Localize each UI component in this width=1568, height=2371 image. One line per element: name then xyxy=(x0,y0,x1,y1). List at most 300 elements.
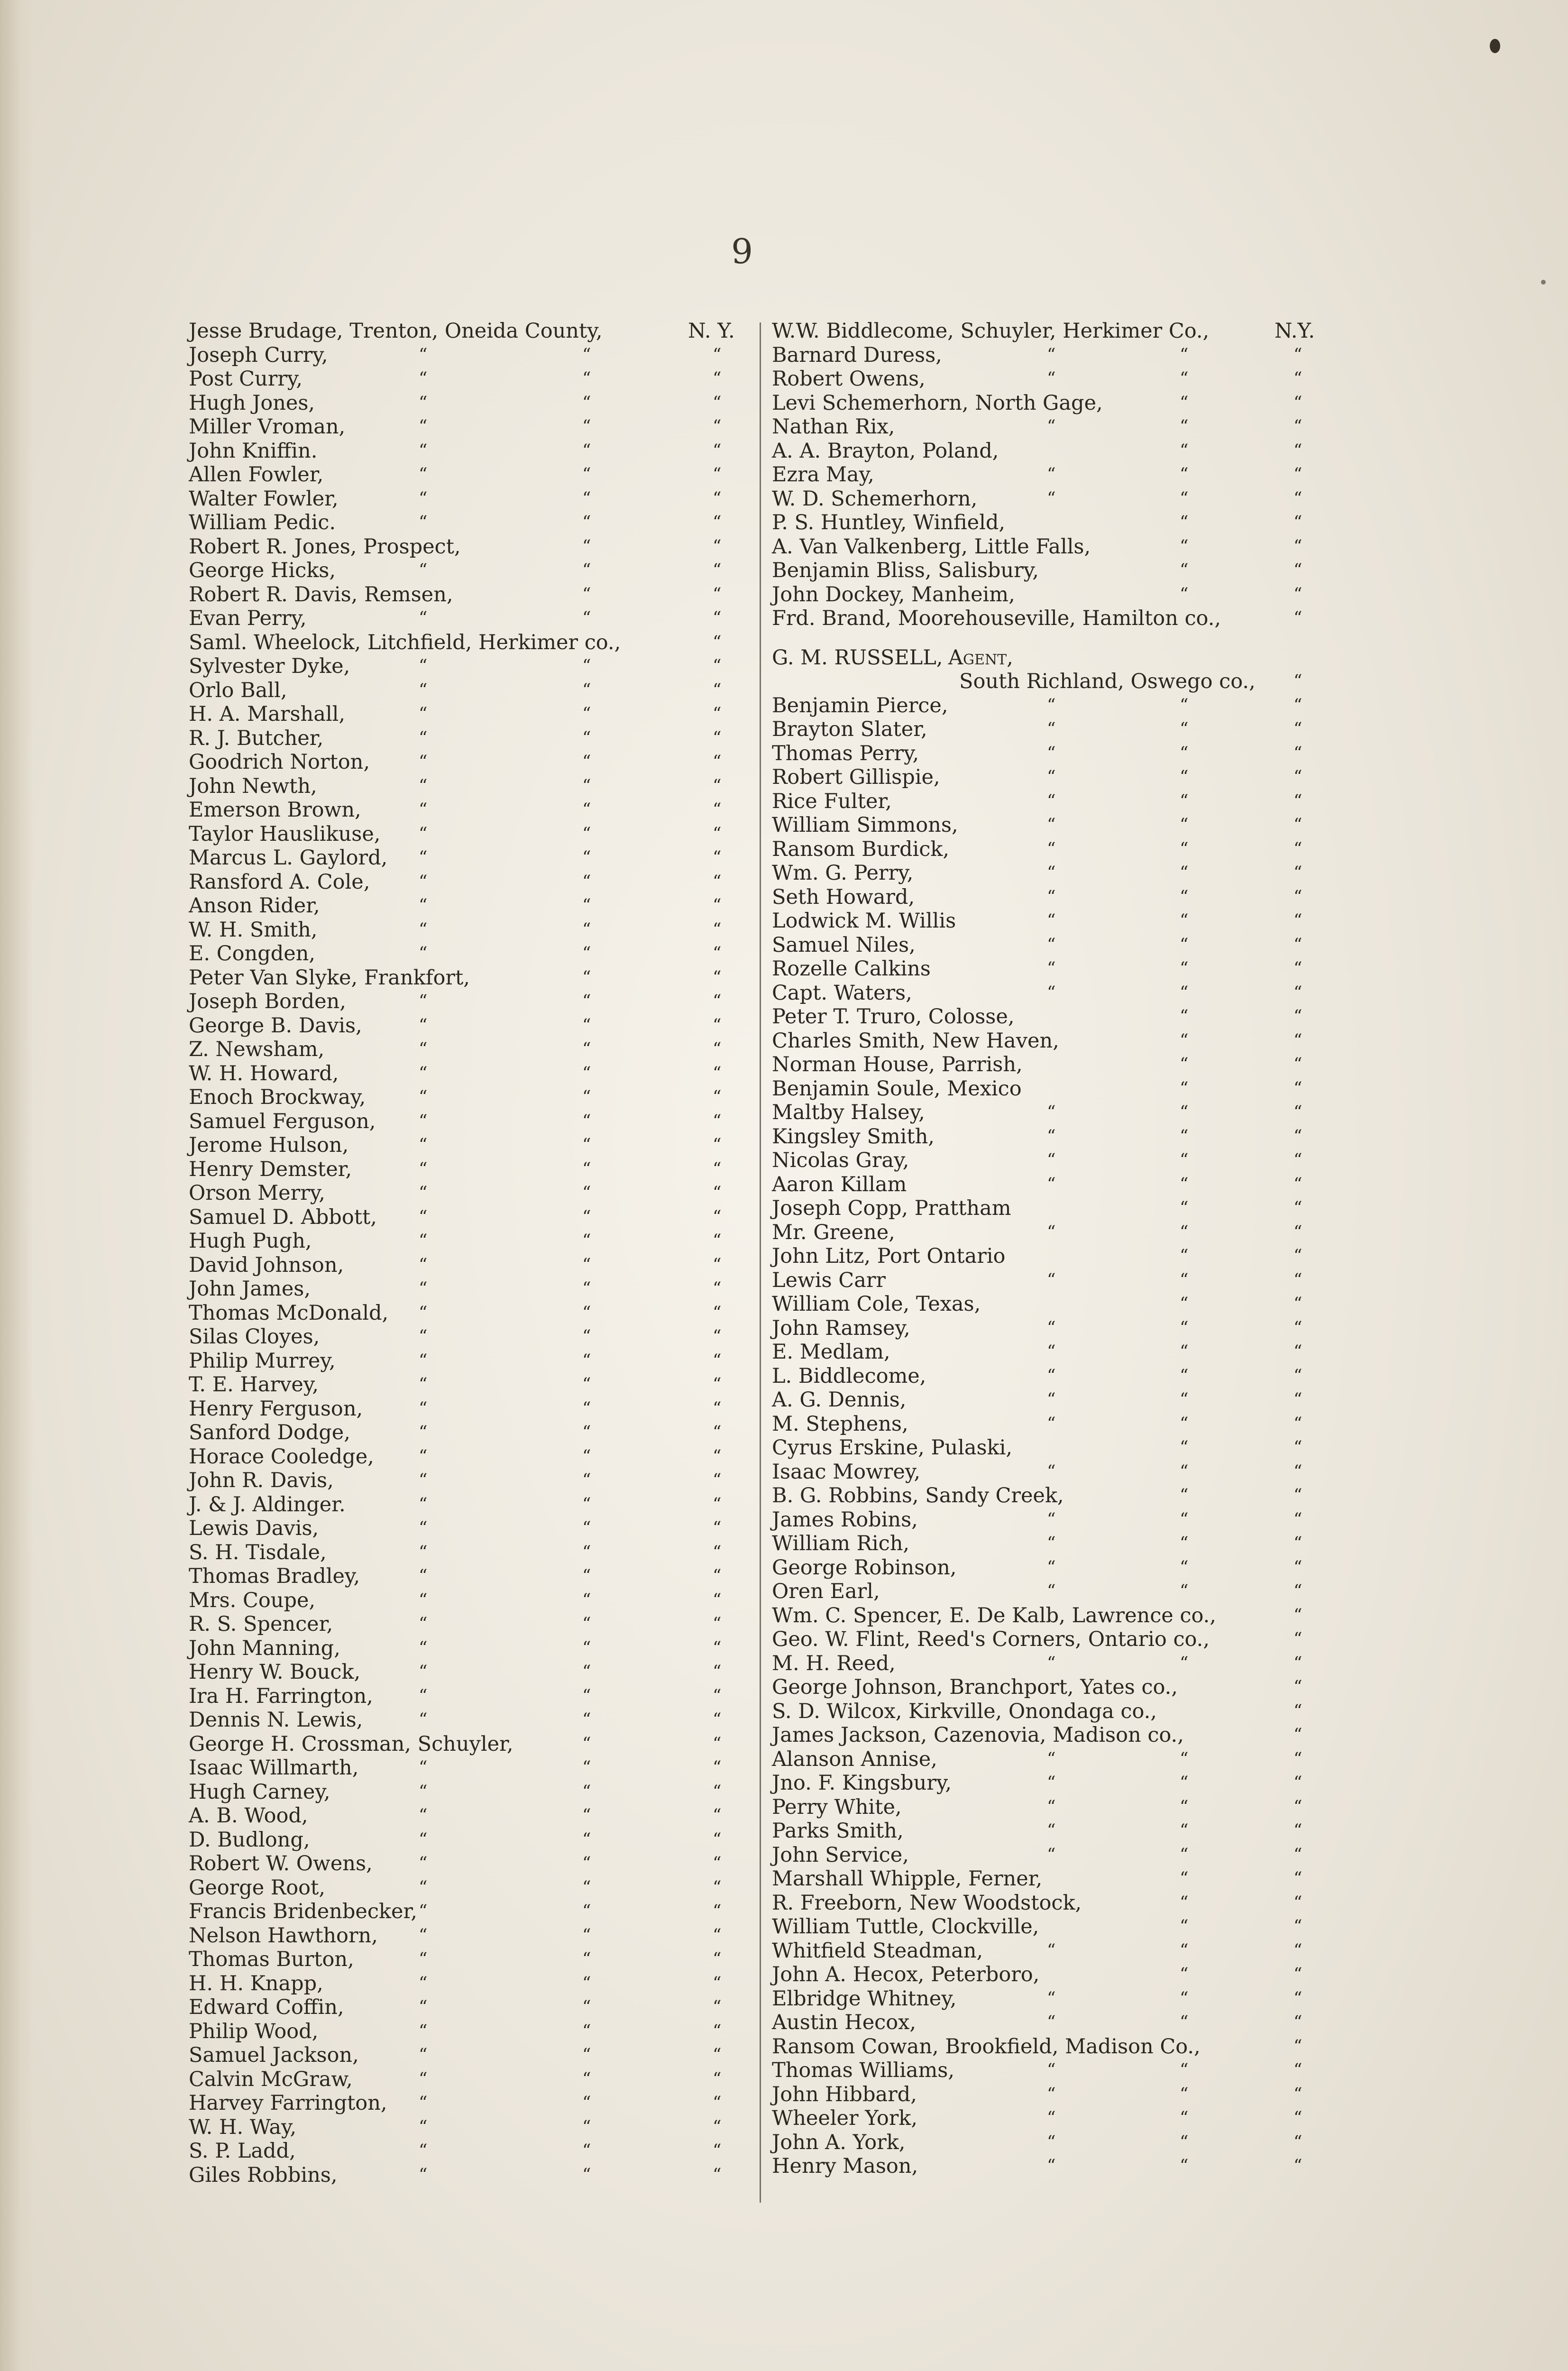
list-item xyxy=(189,1780,754,1804)
ditto-mark: “ xyxy=(1047,2156,1056,2176)
entry-name: R. J. Butcher, xyxy=(189,726,324,750)
ditto-mark: “ xyxy=(419,1327,428,1346)
list-item xyxy=(189,679,754,703)
entry-name: S. P. Ladd, xyxy=(189,2139,296,2163)
ditto-mark: “ xyxy=(1180,584,1189,604)
ditto-mark: “ xyxy=(419,1854,428,1873)
entry-name: Capt. Waters, xyxy=(772,981,912,1005)
ditto-mark: “ xyxy=(582,1662,591,1682)
state-or-ditto: “ xyxy=(713,1782,722,1801)
entry-name: Thomas McDonald, xyxy=(189,1301,389,1325)
ditto-mark: “ xyxy=(582,1327,591,1346)
list-item xyxy=(772,1747,1341,1772)
state-or-ditto: “ xyxy=(1293,983,1302,1002)
list-item xyxy=(189,1277,754,1301)
state-or-ditto: “ xyxy=(713,728,722,748)
ditto-mark: “ xyxy=(582,1806,591,1825)
ditto-mark: “ xyxy=(419,513,428,532)
ditto-mark: “ xyxy=(582,967,591,987)
entry-name: W.W. Biddlecome, Schuyler, Herkimer Co., xyxy=(772,319,1210,343)
state-or-ditto: N.Y. xyxy=(1275,319,1315,343)
ditto-mark: “ xyxy=(419,1614,428,1634)
state-or-ditto: “ xyxy=(713,872,722,891)
entry-name: R. S. Spencer, xyxy=(189,1612,333,1636)
ditto-mark: “ xyxy=(1180,1988,1189,2008)
ditto-mark: “ xyxy=(1047,2132,1056,2152)
list-item xyxy=(772,1412,1341,1436)
state-or-ditto: “ xyxy=(713,632,722,652)
ditto-mark: “ xyxy=(1047,1581,1056,1601)
state-or-ditto: “ xyxy=(713,896,722,915)
entry-name: John Hibbard, xyxy=(772,2082,917,2106)
list-item xyxy=(189,487,754,511)
entry-name: Orlo Ball, xyxy=(189,678,287,702)
list-item xyxy=(772,1987,1341,2011)
entry-name: Benjamin Bliss, Salisbury, xyxy=(772,559,1039,582)
state-or-ditto: “ xyxy=(1293,743,1302,763)
entry-name: Ransom Burdick, xyxy=(772,837,950,861)
ditto-mark: “ xyxy=(419,1303,428,1323)
entry-name: Hugh Jones, xyxy=(189,391,315,415)
ditto-mark: “ xyxy=(419,824,428,844)
state-or-ditto: “ xyxy=(1293,608,1302,628)
state-or-ditto: “ xyxy=(713,1183,722,1203)
list-item xyxy=(772,559,1341,583)
list-item xyxy=(189,798,754,822)
ditto-mark: “ xyxy=(1180,1845,1189,1865)
state-or-ditto: “ xyxy=(1293,1797,1302,1817)
ditto-mark: “ xyxy=(582,2021,591,2041)
ditto-mark: “ xyxy=(582,919,591,939)
ditto-mark: “ xyxy=(1180,536,1189,556)
state-or-ditto: “ xyxy=(713,536,722,556)
entry-name: David Johnson, xyxy=(189,1253,344,1277)
list-item xyxy=(189,2163,754,2187)
entry-name: Samuel Jackson, xyxy=(189,2043,359,2067)
state-or-ditto: “ xyxy=(713,584,722,604)
entry-name: Hugh Carney, xyxy=(189,1780,330,1804)
ditto-mark: “ xyxy=(419,488,428,508)
state-or-ditto: “ xyxy=(1293,1534,1302,1553)
state-or-ditto: “ xyxy=(1293,1366,1302,1386)
ditto-mark: “ xyxy=(582,1686,591,1706)
list-item xyxy=(772,487,1341,511)
ditto-mark: “ xyxy=(582,1973,591,1993)
list-item xyxy=(189,1373,754,1397)
entry-name: S. H. Tisdale, xyxy=(189,1540,327,1564)
ditto-mark: “ xyxy=(582,1782,591,1801)
list-item xyxy=(189,1205,754,1230)
list-item xyxy=(189,1732,754,1756)
ditto-mark: “ xyxy=(582,1638,591,1658)
list-item xyxy=(189,2020,754,2044)
ditto-mark: “ xyxy=(582,1734,591,1754)
ditto-mark: “ xyxy=(419,1997,428,2017)
state-or-ditto: “ xyxy=(1293,1246,1302,1266)
ditto-mark: “ xyxy=(1180,1917,1189,1936)
ditto-mark: “ xyxy=(1180,2060,1189,2080)
state-or-ditto: “ xyxy=(1293,536,1302,556)
state-or-ditto: “ xyxy=(713,1423,722,1442)
list-item xyxy=(772,2035,1341,2059)
state-or-ditto: “ xyxy=(713,1638,722,1658)
ditto-mark: “ xyxy=(1047,1557,1056,1577)
entry-name: Marshall Whipple, Ferner, xyxy=(772,1867,1043,1891)
state-or-ditto: “ xyxy=(1293,1773,1302,1792)
list-item xyxy=(772,1627,1341,1652)
entry-name: Horace Cooledge, xyxy=(189,1444,374,1469)
entry-name: Anson Rider, xyxy=(189,894,320,918)
ditto-mark: “ xyxy=(582,1111,591,1131)
entry-name: Samuel D. Abbott, xyxy=(189,1205,377,1229)
list-item xyxy=(772,1053,1341,1077)
list-item xyxy=(772,1939,1341,1963)
list-item xyxy=(189,1804,754,1828)
entry-name: Goodrich Norton, xyxy=(189,750,370,774)
ditto-mark: “ xyxy=(582,1303,591,1323)
state-or-ditto: “ xyxy=(713,1925,722,1945)
state-or-ditto: “ xyxy=(1293,911,1302,930)
ditto-mark: “ xyxy=(419,1351,428,1370)
ditto-mark: “ xyxy=(582,896,591,915)
ditto-mark: “ xyxy=(1180,815,1189,835)
list-item xyxy=(189,1110,754,1134)
state-or-ditto: “ xyxy=(713,2045,722,2065)
entry-name: Henry W. Bouck, xyxy=(189,1660,361,1684)
ditto-mark: “ xyxy=(1180,1557,1189,1577)
entry-name: Alanson Annise, xyxy=(772,1747,937,1771)
list-item xyxy=(189,2043,754,2068)
state-or-ditto: “ xyxy=(713,1997,722,2017)
ink-blot xyxy=(1490,39,1500,53)
ditto-mark: “ xyxy=(1047,465,1056,484)
ditto-mark: “ xyxy=(1047,1509,1056,1529)
list-item xyxy=(772,1700,1341,1724)
state-or-ditto: “ xyxy=(713,1159,722,1179)
state-or-ditto: “ xyxy=(1293,2156,1302,2176)
entry-name: Brayton Slater, xyxy=(772,717,927,741)
ditto-mark: “ xyxy=(1180,1486,1189,1505)
ditto-mark: “ xyxy=(1180,2084,1189,2104)
ditto-mark: “ xyxy=(582,1446,591,1466)
ditto-mark: “ xyxy=(1047,1318,1056,1338)
ditto-mark: “ xyxy=(1180,695,1189,715)
ditto-mark: “ xyxy=(582,1375,591,1394)
entry-name: Thomas Williams, xyxy=(772,2059,955,2082)
entry-name: George H. Crossman, Schuyler, xyxy=(189,1732,513,1756)
entry-name: Robert Owens, xyxy=(772,367,926,391)
entry-name: E. Congden, xyxy=(189,942,316,965)
list-item xyxy=(189,1325,754,1349)
entry-name: James Jackson, Cazenovia, Madison co., xyxy=(772,1723,1184,1747)
list-item xyxy=(772,1819,1341,1843)
entry-name: John A. York, xyxy=(772,2130,906,2154)
ditto-mark: “ xyxy=(1180,1246,1189,1266)
agent-heading xyxy=(772,646,1341,670)
ditto-mark: “ xyxy=(1047,1414,1056,1434)
list-item xyxy=(772,813,1341,837)
ditto-mark: “ xyxy=(1180,1078,1189,1098)
state-or-ditto: “ xyxy=(1293,2013,1302,2032)
state-or-ditto: “ xyxy=(1293,1821,1302,1840)
ditto-mark: “ xyxy=(419,1039,428,1059)
state-or-ditto: “ xyxy=(713,561,722,580)
list-item xyxy=(772,1101,1341,1125)
state-or-ditto: “ xyxy=(1293,1845,1302,1865)
state-or-ditto: “ xyxy=(1293,1078,1302,1098)
ditto-mark: “ xyxy=(1180,488,1189,508)
state-or-ditto: “ xyxy=(1293,791,1302,811)
list-item xyxy=(189,774,754,799)
list-item xyxy=(189,2068,754,2092)
list-item xyxy=(189,1564,754,1589)
list-item xyxy=(772,694,1341,718)
list-item xyxy=(189,1876,754,1900)
list-item xyxy=(189,1995,754,2020)
list-item xyxy=(189,1253,754,1277)
ditto-mark: “ xyxy=(1180,1438,1189,1457)
entry-name: Orson Merry, xyxy=(189,1181,325,1205)
ditto-mark: “ xyxy=(582,1039,591,1059)
list-item xyxy=(772,1340,1341,1364)
entry-name: Henry Ferguson, xyxy=(189,1397,363,1421)
ditto-mark: “ xyxy=(1047,1821,1056,1840)
ditto-mark: “ xyxy=(582,1183,591,1203)
entry-name: Parks Smith, xyxy=(772,1819,904,1843)
ditto-mark: “ xyxy=(1180,2108,1189,2128)
list-item xyxy=(772,2131,1341,2155)
entry-name: Thomas Burton, xyxy=(189,1948,354,1971)
entry-name: Frd. Brand, Moorehouseville, Hamilton co., xyxy=(772,607,1221,630)
entry-name: Oren Earl, xyxy=(772,1580,880,1603)
ditto-mark: “ xyxy=(1047,911,1056,930)
ditto-mark: “ xyxy=(582,1231,591,1250)
entry-name: John James, xyxy=(189,1277,311,1301)
entry-name: Nelson Hawthorn, xyxy=(189,1923,378,1948)
ditto-mark: “ xyxy=(1047,1940,1056,1960)
entry-name: J. & J. Aldinger. xyxy=(189,1492,346,1516)
list-item xyxy=(189,1133,754,1158)
list-item xyxy=(772,1436,1341,1460)
list-item xyxy=(772,742,1341,766)
list-item xyxy=(189,750,754,774)
state-or-ditto: “ xyxy=(713,2165,722,2185)
ditto-mark: “ xyxy=(419,465,428,484)
ditto-mark: “ xyxy=(1180,465,1189,484)
ditto-mark: “ xyxy=(1180,935,1189,955)
list-item xyxy=(189,1972,754,1996)
state-or-ditto: “ xyxy=(1293,1390,1302,1409)
ditto-mark: “ xyxy=(419,1159,428,1179)
state-or-ditto: “ xyxy=(713,1375,722,1394)
entry-name: Edward Coffin, xyxy=(189,1995,344,2019)
list-item xyxy=(189,319,754,343)
state-or-ditto: “ xyxy=(713,1446,722,1466)
ditto-mark: “ xyxy=(419,1231,428,1250)
ditto-mark: “ xyxy=(1180,417,1189,436)
list-item xyxy=(772,1029,1341,1053)
list-item xyxy=(772,2106,1341,2131)
state-or-ditto: “ xyxy=(713,967,722,987)
state-or-ditto: “ xyxy=(1293,719,1302,739)
list-item xyxy=(772,535,1341,559)
entry-name: Lewis Davis, xyxy=(189,1516,319,1540)
ditto-mark: “ xyxy=(1047,983,1056,1002)
entry-name: Ransford A. Cole, xyxy=(189,870,370,894)
ditto-mark: “ xyxy=(1180,1940,1189,1960)
list-item xyxy=(772,2083,1341,2107)
state-or-ditto: “ xyxy=(713,1470,722,1490)
list-item xyxy=(189,1612,754,1636)
list-item xyxy=(189,367,754,391)
entry-name: Francis Bridenbecker, xyxy=(189,1900,417,1923)
list-item xyxy=(772,367,1341,391)
ditto-mark: “ xyxy=(582,1015,591,1035)
ditto-mark: “ xyxy=(1180,369,1189,388)
state-or-ditto: “ xyxy=(713,1518,722,1538)
list-item xyxy=(189,511,754,535)
ditto-mark: “ xyxy=(582,704,591,724)
list-item xyxy=(772,583,1341,607)
state-or-ditto: “ xyxy=(1293,887,1302,907)
state-or-ditto: “ xyxy=(713,2141,722,2160)
state-or-ditto: “ xyxy=(713,1303,722,1323)
entry-name: B. G. Robbins, Sandy Creek, xyxy=(772,1484,1064,1507)
entry-name: Joseph Curry, xyxy=(189,343,328,367)
ditto-mark: “ xyxy=(582,2141,591,2160)
state-or-ditto: “ xyxy=(713,1566,722,1586)
state-or-ditto: “ xyxy=(1293,959,1302,978)
list-item xyxy=(772,1268,1341,1293)
list-item xyxy=(189,846,754,870)
state-or-ditto: “ xyxy=(713,776,722,796)
list-item xyxy=(189,1085,754,1110)
ditto-mark: “ xyxy=(419,1183,428,1203)
entry-name: Marcus L. Gaylord, xyxy=(189,846,388,870)
entry-name: Sanford Dodge, xyxy=(189,1421,350,1444)
ditto-mark: “ xyxy=(582,1398,591,1418)
ditto-mark: “ xyxy=(582,824,591,844)
ditto-mark: “ xyxy=(419,417,428,436)
ditto-mark: “ xyxy=(419,704,428,724)
ditto-mark: “ xyxy=(1047,1749,1056,1769)
ditto-mark: “ xyxy=(582,1518,591,1538)
state-or-ditto: “ xyxy=(1293,1893,1302,1912)
state-or-ditto: “ xyxy=(1293,1486,1302,1505)
entry-name: Peter T. Truro, Colosse, xyxy=(772,1005,1015,1029)
state-or-ditto: “ xyxy=(713,1135,722,1155)
state-or-ditto: “ xyxy=(1293,695,1302,715)
entry-name: Robert Gillispie, xyxy=(772,765,940,789)
ditto-mark: “ xyxy=(1180,1198,1189,1218)
state-or-ditto: “ xyxy=(713,465,722,484)
state-or-ditto: “ xyxy=(1293,1988,1302,2008)
ditto-mark: “ xyxy=(582,1758,591,1777)
state-or-ditto: “ xyxy=(713,1063,722,1083)
list-item xyxy=(189,1852,754,1876)
ditto-mark: “ xyxy=(419,1494,428,1514)
entry-name: Henry Mason, xyxy=(772,2154,918,2178)
list-item xyxy=(772,933,1341,957)
ditto-mark: “ xyxy=(582,728,591,748)
ditto-mark: “ xyxy=(1180,1126,1189,1146)
state-or-ditto: “ xyxy=(713,800,722,819)
entry-name: Peter Van Slyke, Frankfort, xyxy=(189,965,470,990)
list-item xyxy=(772,1532,1341,1556)
list-item xyxy=(189,1684,754,1709)
entry-name: Silas Cloyes, xyxy=(189,1325,320,1349)
list-item xyxy=(189,1900,754,1924)
ditto-mark: “ xyxy=(582,369,591,388)
state-or-ditto: “ xyxy=(713,1111,722,1131)
list-item xyxy=(772,1005,1341,1029)
state-or-ditto: “ xyxy=(713,513,722,532)
ditto-mark: “ xyxy=(582,800,591,819)
list-item xyxy=(772,1795,1341,1820)
list-item xyxy=(189,1349,754,1373)
ditto-mark: “ xyxy=(582,872,591,891)
ditto-mark: “ xyxy=(419,1638,428,1658)
ditto-mark: “ xyxy=(1180,911,1189,930)
entry-name: Evan Perry, xyxy=(189,607,307,630)
entry-name: A. A. Brayton, Poland, xyxy=(772,439,999,463)
ditto-mark: “ xyxy=(1180,1414,1189,1434)
state-or-ditto: “ xyxy=(713,1877,722,1897)
entry-name: Barnard Duress, xyxy=(772,343,942,367)
ditto-mark: “ xyxy=(419,776,428,796)
list-item xyxy=(189,2115,754,2140)
entry-name: Geo. W. Flint, Reed's Corners, Ontario co., xyxy=(772,1627,1210,1651)
ditto-mark: “ xyxy=(419,1015,428,1035)
entry-name: Dennis N. Lewis, xyxy=(189,1708,363,1732)
state-or-ditto: “ xyxy=(1293,488,1302,508)
state-or-ditto: “ xyxy=(713,1590,722,1610)
ditto-mark: “ xyxy=(1047,2084,1056,2104)
ditto-mark: “ xyxy=(419,608,428,628)
ditto-mark: “ xyxy=(1047,863,1056,882)
list-item xyxy=(772,1580,1341,1604)
list-item xyxy=(772,957,1341,981)
list-item xyxy=(772,1867,1341,1891)
section-spacer xyxy=(772,631,1341,646)
ditto-mark: “ xyxy=(1047,1150,1056,1170)
entry-name: Mr. Greene, xyxy=(772,1220,895,1244)
entry-name: Cyrus Erskine, Pulaski, xyxy=(772,1436,1013,1460)
ditto-mark: “ xyxy=(582,656,591,676)
state-or-ditto: “ xyxy=(1293,1318,1302,1338)
ditto-mark: “ xyxy=(582,1829,591,1849)
list-item xyxy=(772,2059,1341,2083)
list-item xyxy=(189,463,754,487)
ditto-mark: “ xyxy=(1180,887,1189,907)
state-or-ditto: “ xyxy=(1293,513,1302,532)
list-item xyxy=(772,717,1341,742)
state-or-ditto: “ xyxy=(1293,1461,1302,1481)
list-item xyxy=(772,1604,1341,1628)
ditto-mark: “ xyxy=(582,1590,591,1610)
list-item xyxy=(772,1723,1341,1747)
ditto-mark: “ xyxy=(1047,1174,1056,1194)
ditto-mark: “ xyxy=(1180,863,1189,882)
list-item xyxy=(772,319,1341,343)
list-item xyxy=(189,1493,754,1517)
ditto-mark: “ xyxy=(582,1207,591,1227)
entry-name: A. B. Wood, xyxy=(189,1804,308,1828)
list-item xyxy=(189,631,754,655)
state-or-ditto: “ xyxy=(1293,767,1302,787)
ditto-mark: “ xyxy=(419,1806,428,1825)
ditto-mark: “ xyxy=(1047,1845,1056,1865)
